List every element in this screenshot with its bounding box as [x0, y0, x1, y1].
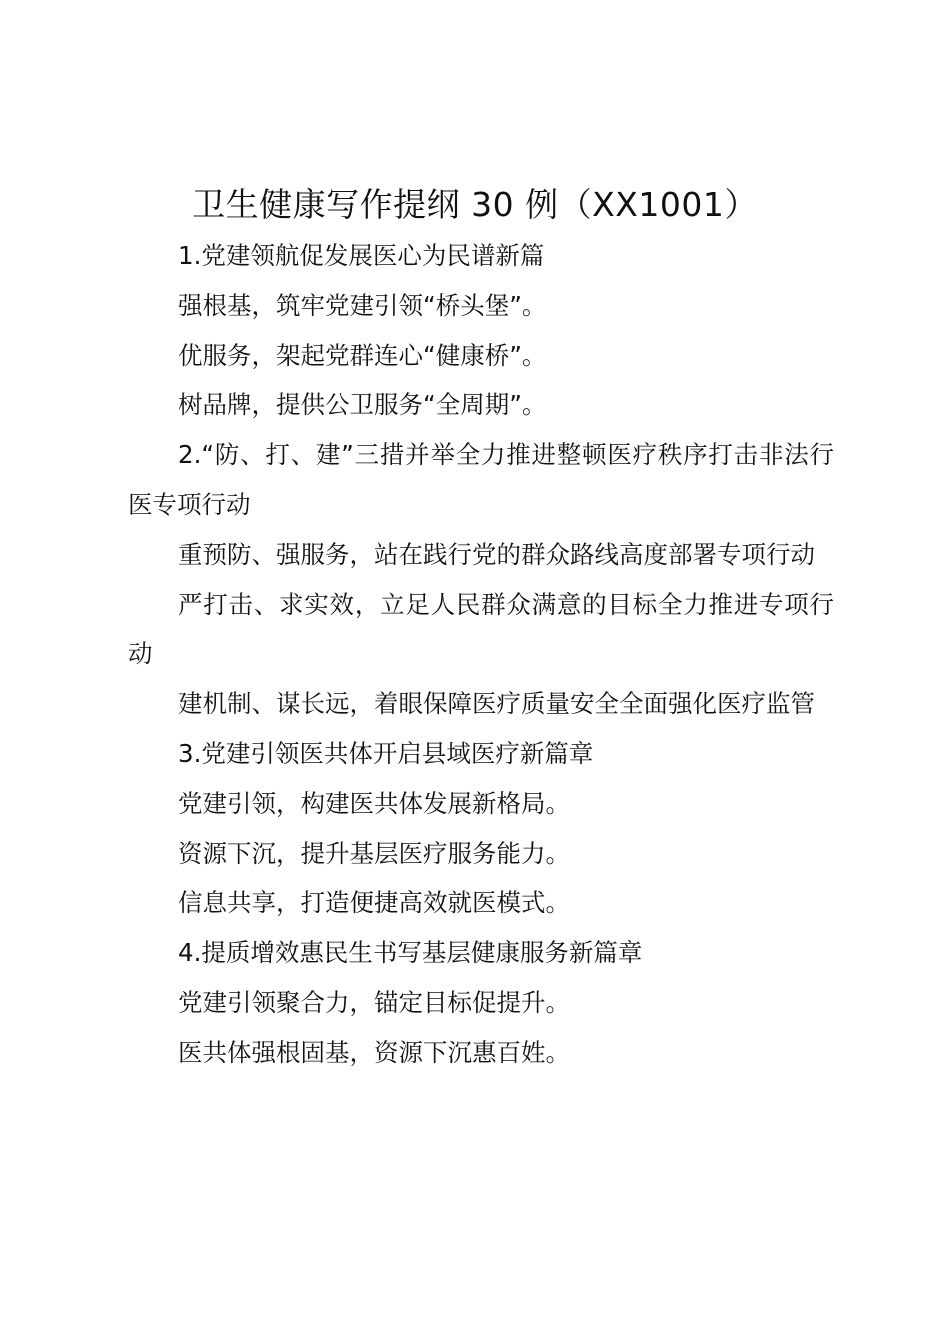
body-paragraph: 优服务，架起党群连心“健康桥”。 — [178, 340, 547, 370]
body-paragraph: 医共体强根固基，资源下沉惠百姓。 — [178, 1037, 570, 1067]
heading-3: 3.党建引领医共体开启县域医疗新篇章 — [178, 738, 594, 768]
body-paragraph: 建机制、谋长远，着眼保障医疗质量安全全面强化医疗监管 — [178, 689, 815, 719]
body-paragraph: 树品牌，提供公卫服务“全周期”。 — [178, 390, 547, 420]
body-paragraph: 信息共享，打造便捷高效就医模式。 — [178, 888, 570, 918]
body-paragraph: 党建引领聚合力，锚定目标促提升。 — [178, 987, 570, 1017]
document-title: 卫生健康写作提纲 30 例（XX1001） — [192, 185, 758, 224]
body-paragraph: 强根基，筑牢党建引领“桥头堡”。 — [178, 290, 547, 320]
body-paragraph: 严打击、求实效，立足人民群众满意的目标全力推进专项行动 — [128, 589, 834, 669]
document-body — [128, 231, 834, 1078]
heading-2: 2.“防、打、建”三措并举全力推进整顿医疗秩序打击非法行医专项行动 — [128, 440, 834, 519]
heading-4: 4.提质增效惠民生书写基层健康服务新篇章 — [178, 938, 643, 968]
body-paragraph: 党建引领，构建医共体发展新格局。 — [178, 788, 570, 818]
heading-1: 1.党建领航促发展医心为民谱新篇 — [178, 241, 545, 270]
body-paragraph: 资源下沉，提升基层医疗服务能力。 — [178, 838, 570, 868]
body-paragraph: 重预防、强服务，站在践行党的群众路线高度部署专项行动 — [178, 539, 815, 569]
